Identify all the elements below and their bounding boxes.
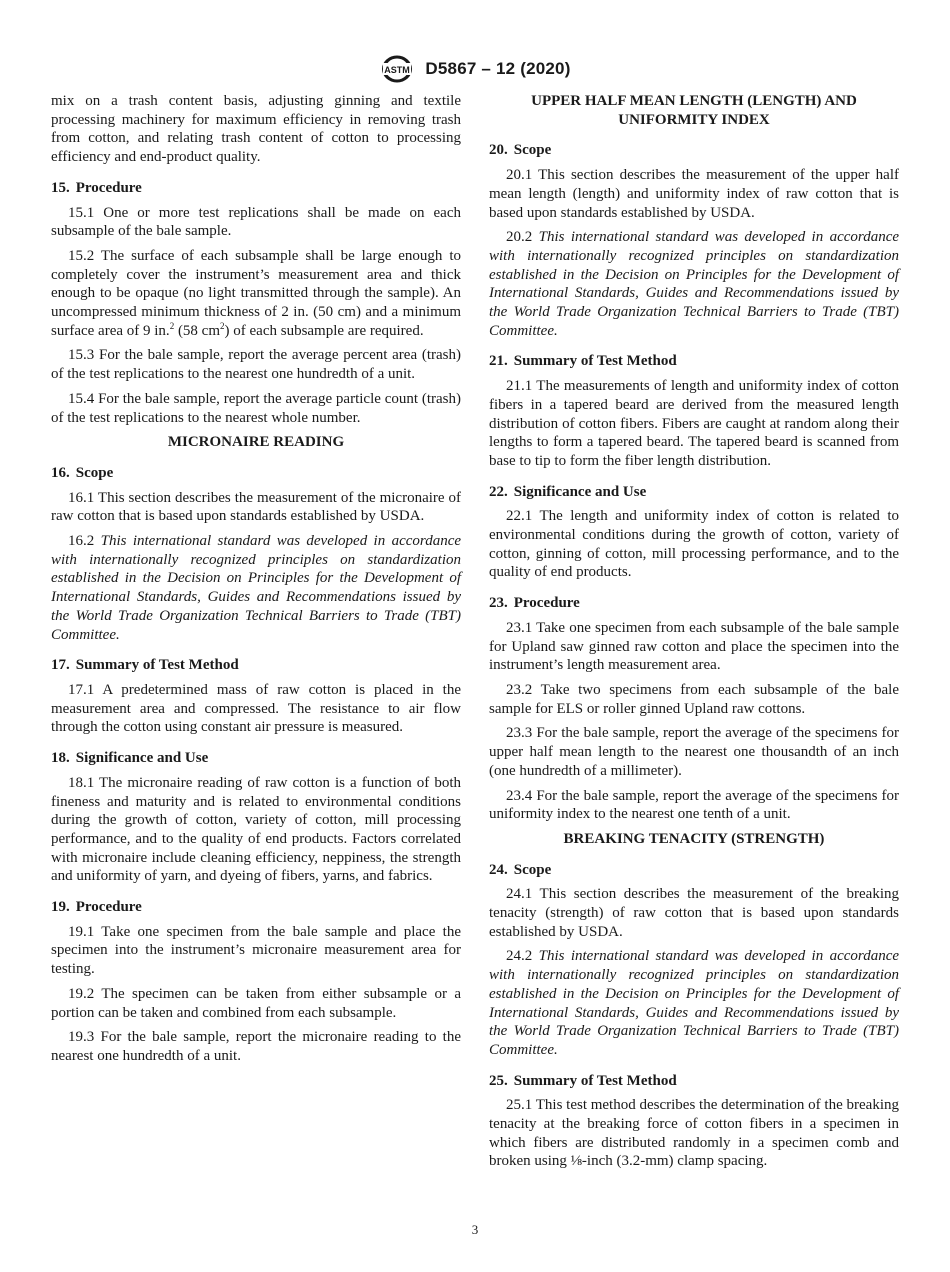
left-column — [51, 92, 461, 1072]
paragraph-24-2: 24.2 This international standard was developed in accordance with internationally recognized principles on standardization established in the Decision on Principles for the Development of International Standards, Guides and Recommendations issued by the World Trade Organization Technical Barriers to Trade (TBT) Committee. — [489, 948, 900, 1058]
section-15-heading: 15. Procedure — [51, 179, 142, 196]
page-header — [0, 54, 950, 84]
paragraph-23-2: 23.2 Take two specimens from each subsample of the bale sample for ELS or roller ginned Upland raw cottons. — [489, 681, 899, 717]
paragraph-15-1: 15.1 One or more test replications shall be made on each subsample of the bale sample. — [51, 204, 461, 240]
paragraph-22-1: 22.1 The length and uniformity index of cotton is related to environmental conditions during the growth of cotton, variety of cotton, ginning of cotton, mill processing performance, and to the quality of end products. — [489, 508, 899, 581]
paragraph-17-1: 17.1 A predetermined mass of raw cotton is placed in the measurement area and compressed. The resistance to air flow through the cotton using constant air pressure is measured. — [51, 681, 461, 736]
paragraph-25-1: 25.1 This test method describes the determination of the breaking tenacity at the breaking force of cotton fibers in a specimen in which fibers are distributed randomly in a specimen comb and broken using ⅛-inch (3.2-mm) clamp spacing. — [489, 1097, 899, 1170]
paragraph-19-3: 19.3 For the bale sample, report the micronaire reading to the nearest one hundredth of a unit. — [51, 1029, 461, 1064]
paragraph-19-2: 19.2 The specimen can be taken from either subsample or a portion can be taken and combined from each subsample. — [51, 985, 461, 1021]
section-20-heading: 20. Scope — [489, 142, 552, 159]
paragraph-23-3: 23.3 For the bale sample, report the average of the specimens for upper half mean length to the nearest one thousandth of an inch (one hundredth of a millimeter). — [489, 725, 899, 779]
logo-text: ASTM — [384, 65, 411, 75]
section-18-heading: 18. Significance and Use — [51, 750, 209, 767]
paragraph-18-1: 18.1 The micronaire reading of raw cotton is a function of both fineness and maturity and is related to environmental conditions during the growth of cotton, variety of cotton, mill processing performance, and to the quality of end products. Factors correlated with micronaire include cleaning efficiency, neppiness, the strength and uniformity of yarn, and dyeing of fibers, yarns, and fabrics. — [51, 774, 461, 885]
length-heading: UPPER HALF MEAN LENGTH (LENGTH) AND UNIFORMITY INDEX — [531, 93, 857, 128]
section-23-heading: 23. Procedure — [489, 595, 580, 612]
paragraph-16-1: 16.1 This section describes the measurement of the micronaire of raw cotton that is based upon standards established by USDA. — [51, 489, 461, 525]
section-16-heading: 16. Scope — [51, 464, 114, 481]
standard-designation: D5867 – 12 (2020) — [425, 59, 571, 78]
micronaire-heading: MICRONAIRE READING — [167, 434, 345, 451]
astm-logo-icon — [379, 54, 415, 84]
intro-paragraph: mix on a trash content basis, adjusting ginning and textile processing machinery for maximum efficiency in removing trash from cotton, and relating trash content of cotton to processing efficiency and end-product quality. — [51, 93, 461, 166]
paragraph-16-2: 16.2 This international standard was developed in accordance with internationally recognized principles on standardization established in the Decision on Principles for the Development of International Standards, Guides and Recommendations issued by the World Trade Organization Technical Barriers to Trade (TBT) Committee. — [51, 533, 462, 643]
paragraph-15-4: 15.4 For the bale sample, report the average particle count (trash) of the test replications to the nearest whole number. — [51, 390, 461, 426]
section-17-heading: 17. Summary of Test Method — [51, 657, 239, 674]
right-column — [489, 92, 899, 1177]
section-19-heading: 19. Procedure — [51, 899, 142, 916]
paragraph-20-2: 20.2 This international standard was developed in accordance with internationally recognized principles on standardization established in the Decision on Principles for the Development of International Standards, Guides and Recommendations issued by the World Trade Organization Technical Barriers to Trade (TBT) Committee. — [489, 229, 900, 339]
section-21-heading: 21. Summary of Test Method — [489, 353, 677, 370]
paragraph-21-1: 21.1 The measurements of length and uniformity index of cotton fibers in a tapered beard are derived from the measured length distribution of cotton fibers. Fibers are caught at random along their lengths to form a tapered beard. The tapered beard is scanned from base to tip to form the fiber length distribution. — [489, 378, 899, 469]
section-25-heading: 25. Summary of Test Method — [489, 1072, 677, 1089]
paragraph-19-1: 19.1 Take one specimen from the bale sample and place the specimen into the instrument’s micronaire measurement area for testing. — [51, 923, 461, 978]
page-number: 3 — [471, 1222, 479, 1237]
section-22-heading: 22. Significance and Use — [489, 483, 647, 500]
paragraph-15-2: 15.2 The surface of each subsample shall be large enough to completely cover the instrument’s measurement area and thick enough to be opaque (no light transmitted through the sample). An uncompressed minimum thickness of 2 in. (50 cm) and a minimum surface area of 9 in.$^2$ (58 $cm^2$) of each subsample are required. — [51, 247, 461, 339]
paragraph-15-3: 15.3 For the bale sample, report the average percent area (trash) of the test replications to the nearest one hundredth of a unit. — [51, 347, 461, 383]
paragraph-23-1: 23.1 Take one specimen from each subsample of the bale sample for Upland saw ginned raw cotton and place the specimen into the instrument’s length measurement area. — [489, 619, 899, 674]
strength-heading: BREAKING TENACITY (STRENGTH) — [563, 830, 825, 847]
paragraph-20-1: 20.1 This section describes the measurement of the upper half mean length (length) and uniformity index of raw cotton that is based upon standards established by USDA. — [489, 167, 899, 221]
paragraph-23-4: 23.4 For the bale sample, report the average of the specimens for uniformity index to the nearest one tenth of a unit. — [489, 787, 899, 823]
section-24-heading: 24. Scope — [489, 861, 552, 878]
paragraph-24-1: 24.1 This section describes the measurement of the breaking tenacity (strength) of raw cotton that is based upon standards established by USDA. — [489, 886, 899, 940]
